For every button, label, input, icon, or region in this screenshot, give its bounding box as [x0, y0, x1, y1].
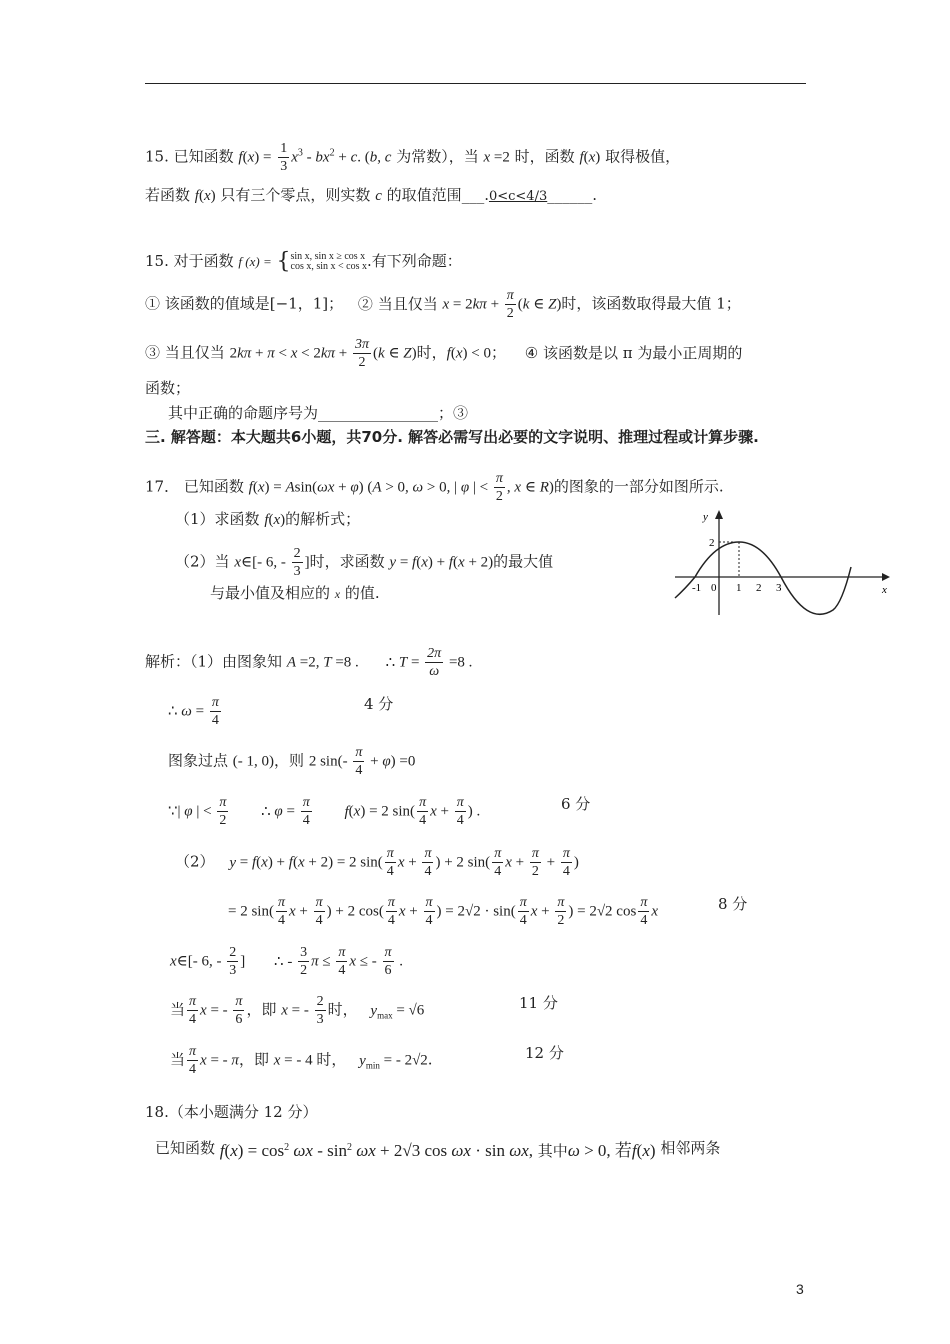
q15b-line1: 15. 对于函数 f (x) = {sin x, sin x ≥ cos x cos x, sin x < cos x.有下列命题：	[145, 249, 462, 274]
graph-y-tick: 2	[709, 537, 715, 549]
q15a-blank-pre: ___.	[461, 186, 489, 204]
q17-sub1-lead: （1）求函数	[175, 510, 260, 528]
score-8: 8 分	[718, 895, 748, 913]
sol-ji-2: ，即	[238, 1050, 269, 1069]
sol-shi-2: 时，	[316, 1050, 347, 1069]
q15b-p3-lead: ③ 当且仅当	[145, 343, 225, 362]
q17-sub1: （1）求函数 f(x)的解析式；	[175, 510, 361, 528]
q15b-p2-lead: ② 当且仅当	[357, 294, 438, 313]
q15a-cond: 为常数），当	[396, 147, 479, 166]
q17-sub2-cont: 与最小值及相应的 x 的值.	[210, 584, 380, 602]
sol-dang-1: 当	[170, 1000, 186, 1019]
q15a-line2: 若函数 f(x) 只有三个零点，则实数 c 的取值范围___.0<c<4/3______.	[145, 186, 598, 204]
q15b-p4-cont: 函数；	[145, 379, 191, 397]
header-rule	[145, 83, 806, 84]
q17-sub2-tail: 的最大值	[493, 552, 554, 571]
q18-lead: 18.（本小题满分 12 分）	[145, 1103, 318, 1121]
q15b-p1: ① 该函数的值域是[−1，1]；	[145, 294, 344, 313]
sol-l1: 解析：（1）由图象知	[145, 652, 283, 671]
section3-heading: 三. 解答题：本大题共6小题，共70分. 解答必需写出必要的文字说明、推理过程或计算步骤.	[145, 428, 759, 446]
graph-y-label: y	[703, 511, 708, 523]
score-11: 11 分	[519, 994, 558, 1012]
graph-x-tick-1: 1	[736, 582, 742, 594]
sol-dang-2: 当	[170, 1050, 186, 1069]
q15a-line2-mid2: 的取值范围	[386, 186, 462, 204]
q15a-line2-mid: 只有三个零点，则实数	[220, 186, 371, 204]
q15a-line1: 15. 已知函数 f(x) = $\frac{1}{3}$ $x^3 - bx^2 + c$. (b, c 为常数），当 x =2 时，函数 f(x) 取得极值，	[145, 141, 681, 174]
graph-x-label: x	[882, 584, 887, 596]
q15b-line2: ① 该函数的值域是[−1，1]； ② 当且仅当 x = 2kπ + $\frac{\pi}{2}$ (k ∈ Z)时，该函数取得最大值 1；	[145, 288, 741, 321]
q17-sub2-mid: 时，求函数	[309, 552, 385, 571]
sol-line6: = 2 sin( $\frac{\pi}{4}$ x + $\frac{\pi}{4}$ ) + 2 cos( $\frac{\pi}{4}$ x + $\frac{\pi}{4}$ ) = 2√2 · sin( $\frac{\pi}{4}$ x + $\frac{\pi}{2}$ ) = 2√2 cos $\frac{\pi}{4}$ x 8 分	[228, 895, 748, 928]
graph-x-tick-neg1: -1	[692, 582, 702, 594]
q17-sub2: （2）当 x∈[- 6, - $\frac{2}{3}$ ]时，求函数 y = f(x) + f(x + 2)的最大值	[175, 546, 554, 579]
q15b-lead: 15. 对于函数	[145, 252, 234, 270]
q17-lead: 17． 已知函数	[145, 477, 244, 496]
q15a-blank-post: ______.	[547, 186, 598, 204]
q17-line1: 17． 已知函数 f(x) = Asin(ωx + φ) (A > 0, ω > 0, | φ | < $\frac{\pi}{2}$ , x ∈ R)的图象的一部分如图所示.	[145, 471, 724, 504]
q15a-answer: 0<c<4/3	[488, 189, 548, 204]
q17-tail: 的图象的一部分如图所示.	[553, 477, 724, 496]
sol-line9: 当 $\frac{\pi}{4}$ x = - π，即 x = - 4 时， $y_{min}$ = - 2√2. 12 分	[170, 1044, 564, 1077]
q18-line2-mid: 其中	[537, 1142, 568, 1160]
q15b-p2-tail: 时，该函数取得最大值 1；	[561, 294, 741, 313]
q15a-when: 时，函数	[514, 147, 575, 166]
sol-line4: ∵| φ | < $\frac{\pi}{2}$ ∴ φ = $\frac{\pi}{4}$ f(x) = 2 sin( $\frac{\pi}{4}$ x + $\frac{\pi}{4}$ ) . 6 分	[168, 795, 591, 828]
q17-sub2-cont-tail: 的值.	[344, 584, 380, 602]
q15a-tail: 取得极值，	[605, 147, 681, 166]
sol-line3: 图象过点 (- 1, 0)，则 2 sin(- $\frac{\pi}{4}$ + φ) =0	[168, 745, 416, 778]
sol-shi-1: 时，	[327, 1000, 358, 1019]
sol-line7: x∈[- 6, - $\frac{2}{3}$ ] ∴ - $\frac{3}{2}$ π ≤ $\frac{\pi}{4}$ x ≤ - $\frac{\pi}{6}$ .	[170, 945, 404, 978]
q15b-tail: .有下列命题：	[366, 252, 462, 270]
q15b-p3-mid: 时，	[416, 343, 447, 362]
sine-curve	[675, 542, 851, 614]
score-4: 4 分	[364, 695, 394, 713]
sol-l3-mid: ，则	[274, 751, 305, 770]
sol-l5: （2）	[175, 852, 215, 871]
q15a-lead: 15. 已知函数	[145, 147, 234, 166]
q18-line2-tail: 相邻两条	[660, 1139, 721, 1157]
x-axis-arrow	[882, 573, 890, 581]
sol-l3: 图象过点	[168, 751, 229, 770]
q15b-ask: 其中正确的命题序号为________________；③	[168, 404, 469, 422]
sol-line5: （2） y = f(x) + f(x + 2) = 2 sin( $\frac{\pi}{4}$ x + $\frac{\pi}{4}$ ) + 2 sin( $\frac{\pi}{4}$ x + $\frac{\pi}{2}$ + $\frac{\pi}{4}$ )	[175, 846, 579, 879]
q18-line2: 已知函数 $f(x) = \cos^2 \omega x - \sin^2 \omega x + 2√3$ cos ωx · sin ωx, 其中ω > 0, 若f(x) 相邻两条	[155, 1139, 721, 1160]
sine-graph	[670, 505, 895, 620]
sol-line1: 解析：（1）由图象知 A =2, T =8 . ∴ T = $\frac{2\pi}{\omega}$ =8 .	[145, 646, 473, 679]
sol-line8: 当 $\frac{\pi}{4}$ x = - $\frac{\pi}{6}$ ，即 x = - $\frac{2}{3}$ 时， $y_{max} = √6$ 11 分	[170, 994, 558, 1027]
q15b-line3: ③ 当且仅当 2kπ + π < x < 2kπ + $\frac{3\pi}{2}$ (k ∈ Z)时，f(x) < 0； ④ 该函数是以 π 为最小正周期的	[145, 337, 743, 370]
graph-x-tick-2: 2	[756, 582, 762, 594]
graph-x-tick-3: 3	[776, 582, 782, 594]
sol-ji-1: ，即	[246, 1000, 277, 1019]
sol-dot: .	[427, 1050, 433, 1069]
score-12: 12 分	[525, 1044, 564, 1062]
page-number: 3	[796, 1281, 804, 1297]
q15a-line2-lead: 若函数	[145, 186, 191, 204]
q15b-p4: ④ 该函数是以 π 为最小正周期的	[524, 343, 743, 362]
q18-line2-lead: 已知函数	[155, 1139, 216, 1157]
q17-sub2-lead: （2）当	[175, 552, 230, 571]
sol-line2: ∴ ω = $\frac{\pi}{4}$ 4 分	[168, 695, 394, 728]
y-axis-arrow	[715, 510, 723, 519]
q17-sub1-tail: 的解析式；	[285, 510, 361, 528]
score-6: 6 分	[561, 795, 591, 813]
q15b-p3-end: ；	[490, 343, 506, 362]
q17-sub2-cont-lead: 与最小值及相应的	[210, 584, 331, 602]
graph-x-tick-0: 0	[711, 582, 717, 594]
